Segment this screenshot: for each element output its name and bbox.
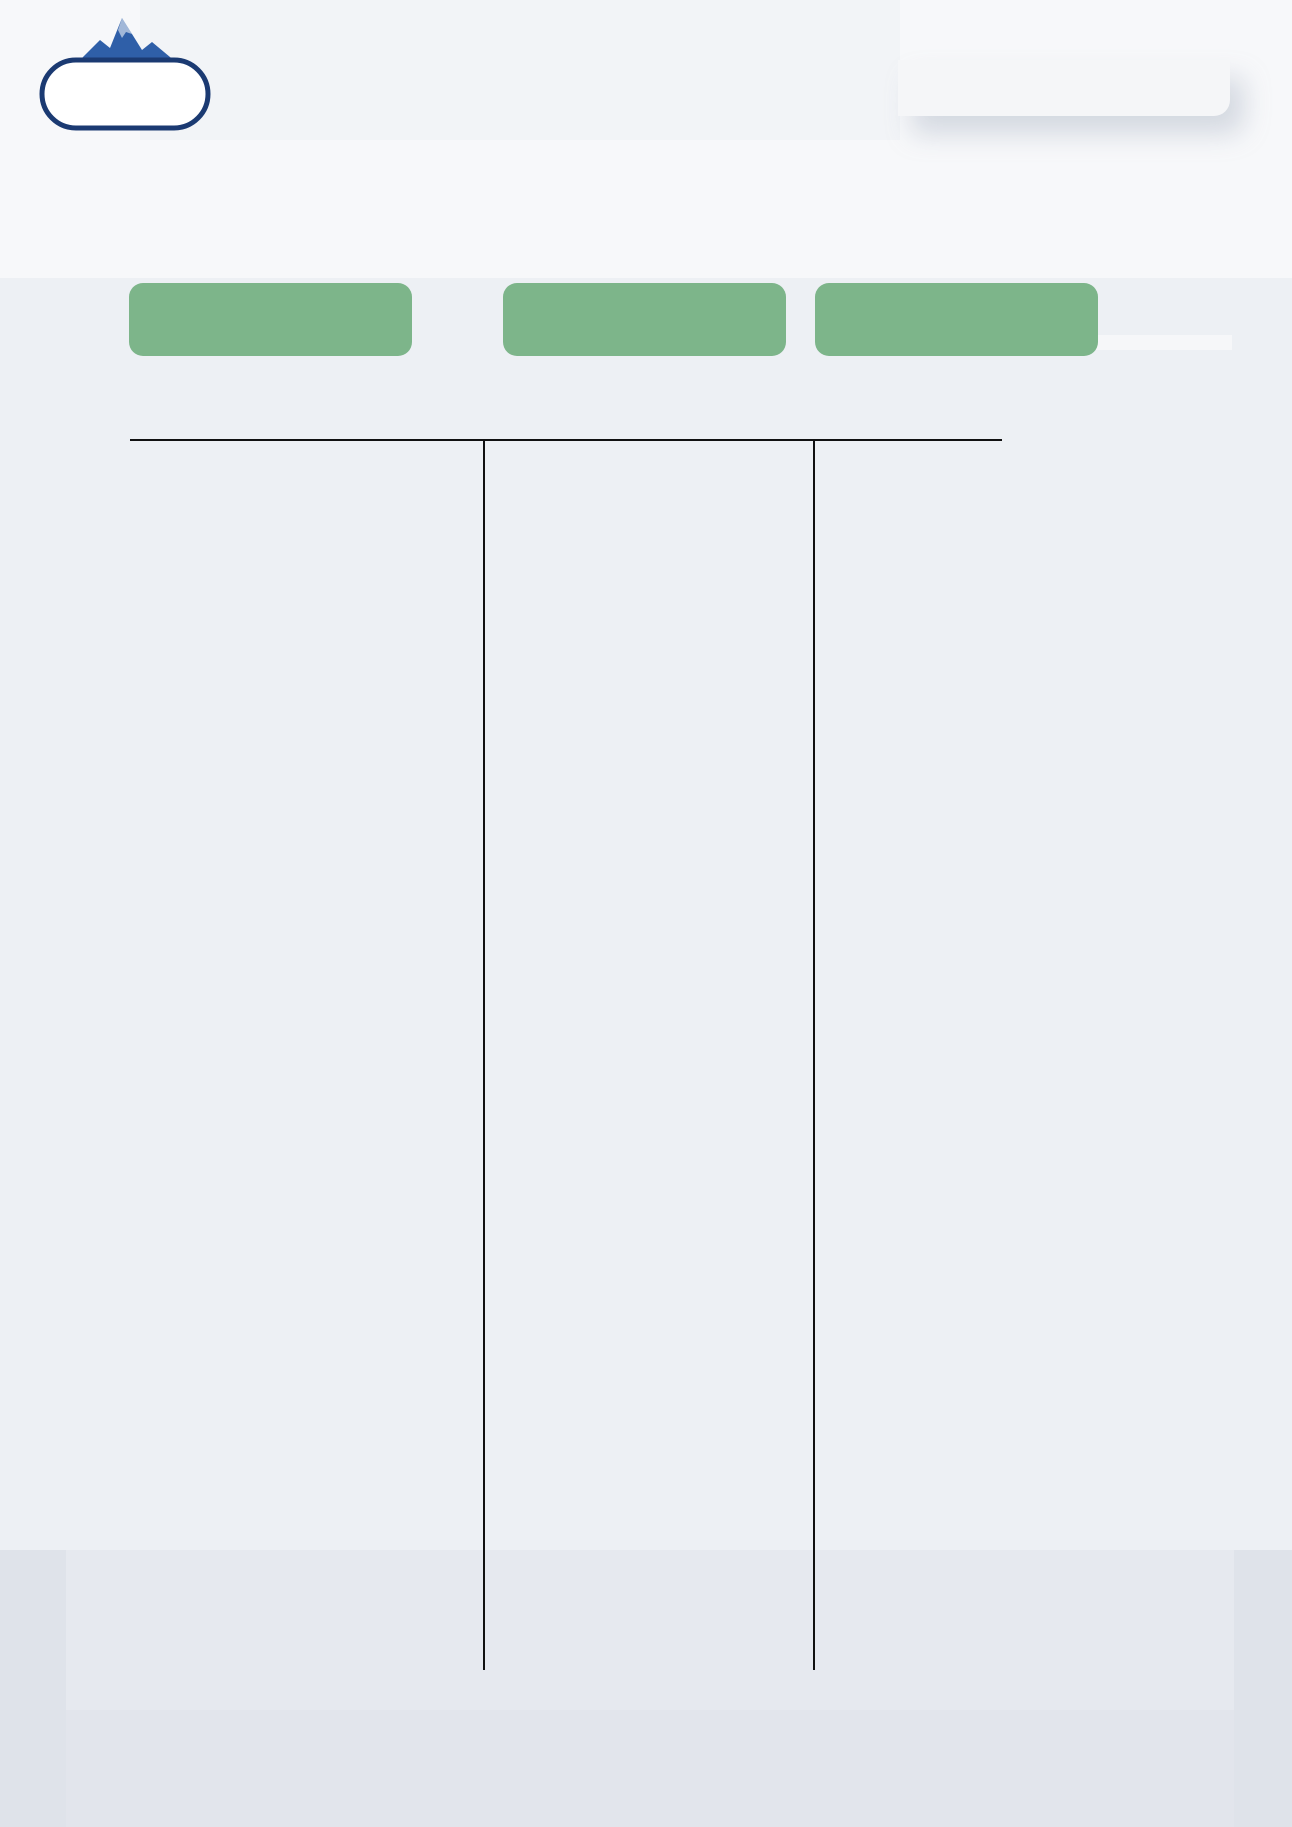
pill-act-as <box>129 283 412 356</box>
pill-task <box>503 283 786 356</box>
column-divider <box>813 440 815 1670</box>
logo-icon <box>38 14 214 134</box>
column-divider <box>483 440 485 1670</box>
header-rule <box>130 439 1002 441</box>
column-heading-task <box>475 383 775 443</box>
column-heading-format <box>774 383 1074 443</box>
footer-panel-low <box>66 1710 1234 1827</box>
header-panel <box>140 0 900 140</box>
footer-panel <box>66 1550 1234 1710</box>
pill-format <box>815 283 1098 356</box>
column-heading-act-as <box>92 383 392 443</box>
topic-card <box>898 60 1230 116</box>
